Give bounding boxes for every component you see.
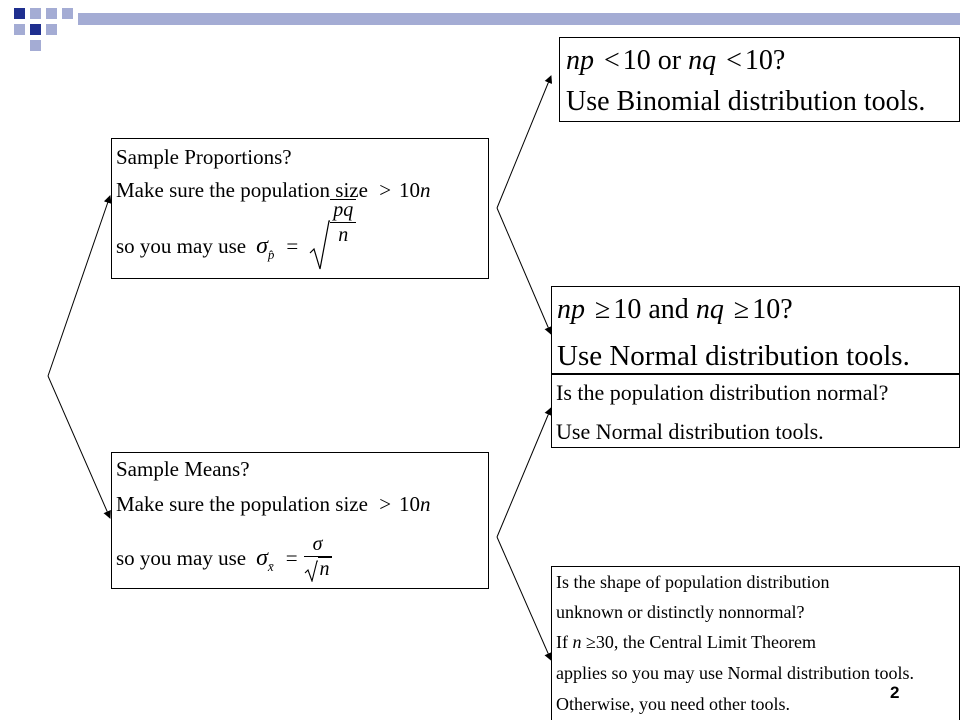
lt-symbol: < <box>726 45 742 76</box>
clt-line-1: Is the shape of population distribution <box>556 572 830 592</box>
radical-sign <box>304 560 318 582</box>
normal-conclusion: Use Normal distribution tools. <box>557 340 910 372</box>
binomial-condition: np < 10 or nq < 10? <box>566 45 786 76</box>
sigma-symbol: σ <box>256 545 268 571</box>
size-value: 10 <box>399 178 421 202</box>
means-size-condition <box>116 494 431 515</box>
fraction-denominator: n <box>304 557 332 581</box>
use-text: so you may use <box>116 545 247 570</box>
gt-symbol: > <box>379 178 392 202</box>
lt-symbol: < <box>604 45 620 76</box>
ge-symbol: ≥ <box>595 294 611 325</box>
size-condition-text: Make sure the population size <box>116 178 368 202</box>
clt-line-3: If n ≥30, the Central Limit Theorem <box>556 632 817 652</box>
size-var: n <box>420 492 431 516</box>
proportions-title: Sample Proportions? <box>116 145 292 169</box>
clt-line-5: Otherwise, you need other tools. <box>556 694 790 714</box>
size-value: 10 <box>399 492 421 516</box>
normal-condition: np ≥ 10 and nq ≥ 10? <box>557 294 793 325</box>
means-title: Sample Means? <box>116 457 250 481</box>
proportions-formula <box>116 199 356 273</box>
pop-normal-question: Is the population distribution normal? <box>556 380 889 405</box>
binomial-box <box>559 37 960 122</box>
fraction-denominator: n <box>338 224 349 246</box>
means-formula <box>116 529 332 587</box>
use-text: so you may use <box>116 233 247 258</box>
page-number: 2 <box>890 683 900 702</box>
clt-line-2: unknown or distinctly nonnormal? <box>556 602 805 622</box>
ge-symbol: ≥ <box>586 632 596 652</box>
arrow-to-proportions <box>48 196 110 376</box>
proportions-box <box>111 138 489 279</box>
pop-normal-box <box>551 374 960 448</box>
radical-sign <box>308 219 330 273</box>
arrow-to-pop-normal <box>497 408 551 537</box>
means-box <box>111 452 489 589</box>
fraction-numerator: σ <box>304 534 332 557</box>
arrow-to-means <box>48 376 110 518</box>
size-var: n <box>420 178 431 202</box>
normal-box <box>551 286 960 374</box>
sigma-subscript: x̄ <box>267 558 274 574</box>
gt-symbol: > <box>379 492 392 516</box>
sqrt-formula <box>308 199 356 273</box>
arrow-to-binomial <box>497 76 551 208</box>
arrow-to-clt <box>497 537 551 660</box>
arrow-to-normal <box>497 208 551 334</box>
sigma-symbol: σ <box>256 233 268 259</box>
fraction-numerator: pq <box>330 200 356 223</box>
equals-sign: = <box>286 233 299 258</box>
equals-sign: = <box>285 545 298 570</box>
size-condition-text: Make sure the population size <box>116 492 368 516</box>
pop-normal-conclusion: Use Normal distribution tools. <box>556 419 824 444</box>
ge-symbol: ≥ <box>733 294 750 325</box>
proportions-size-condition <box>116 180 431 201</box>
clt-line-4: applies so you may use Normal distribution tools. <box>556 663 914 683</box>
sigma-subscript: p̂ <box>267 246 275 262</box>
binomial-conclusion: Use Binomial distribution tools. <box>566 86 926 117</box>
